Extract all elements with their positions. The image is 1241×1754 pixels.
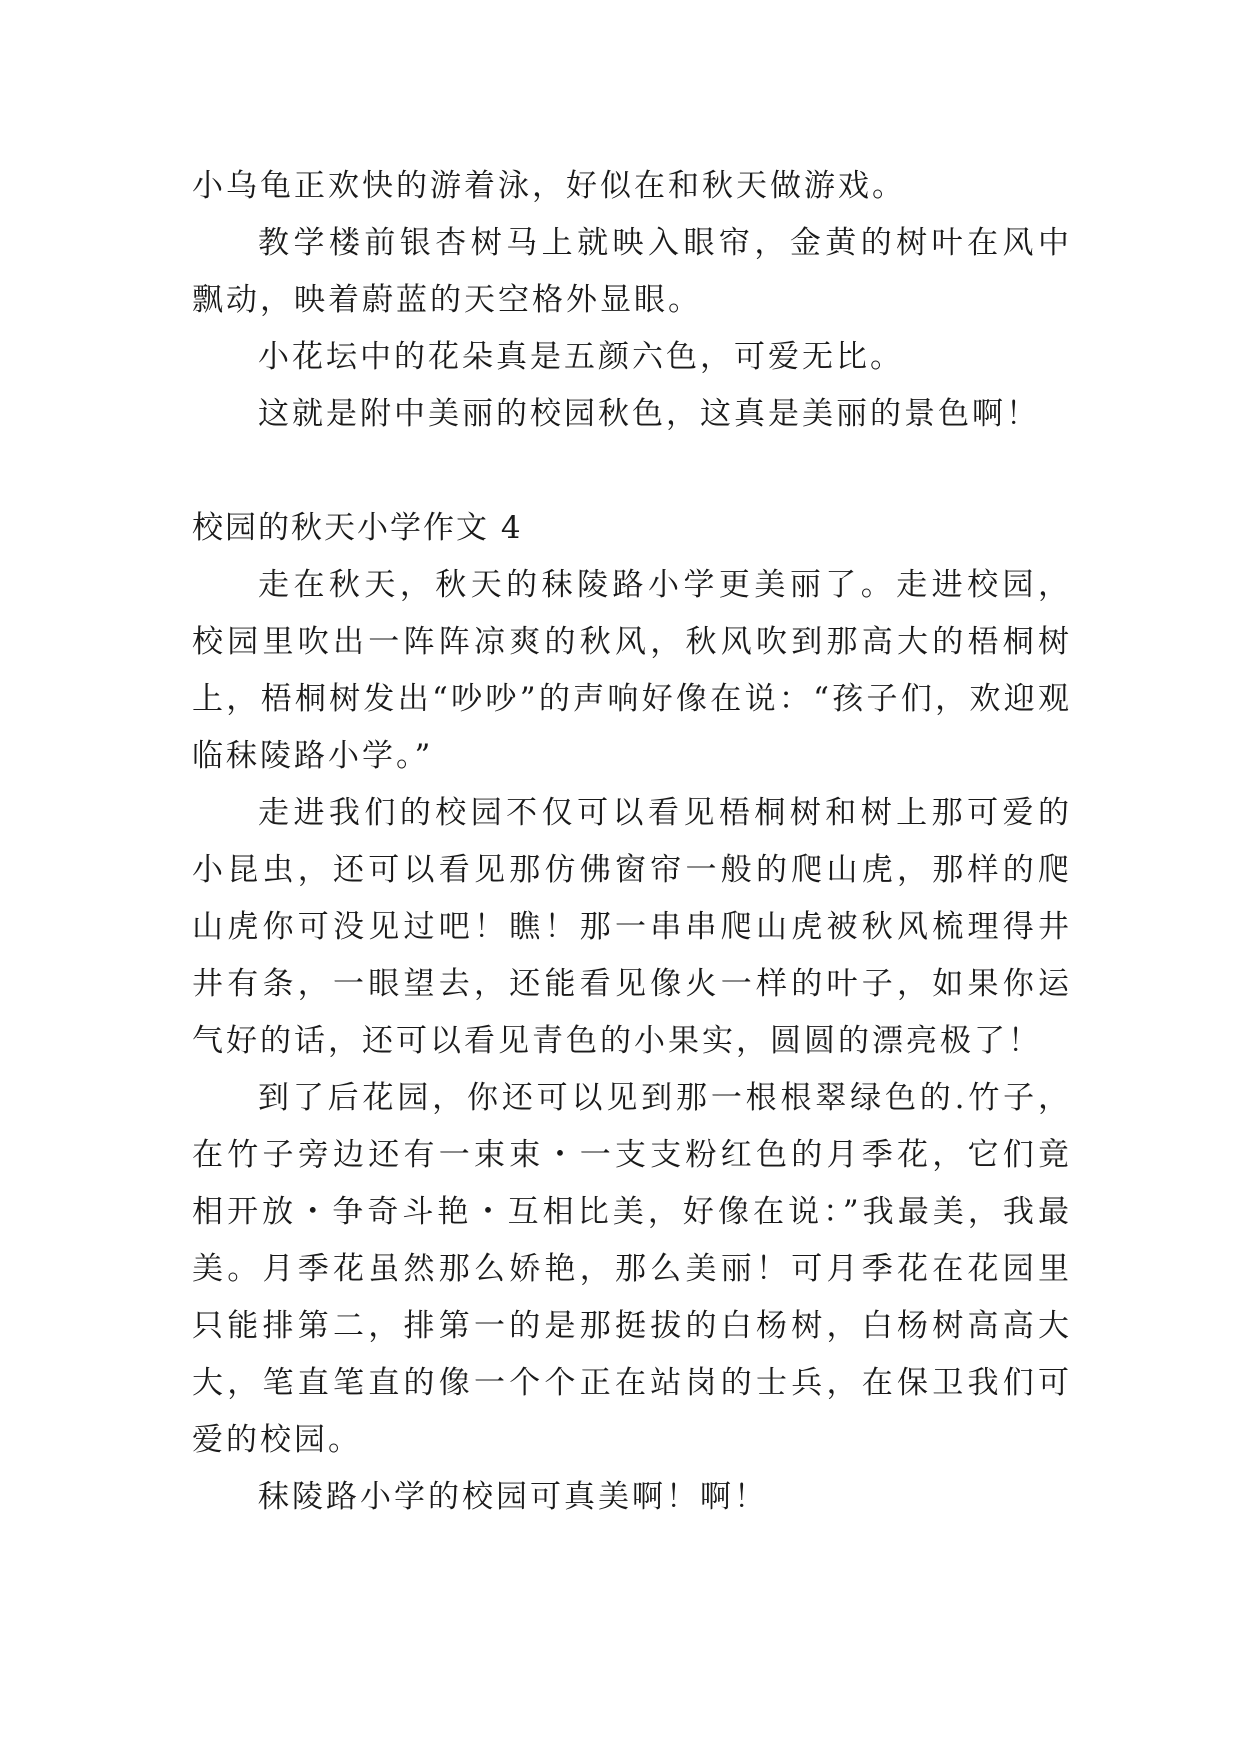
paragraph: 小乌龟正欢快的游着泳，好似在和秋天做游戏。 (192, 168, 906, 204)
paragraph: 这就是附中美丽的校园秋色，这真是美丽的景色啊！ (258, 396, 1040, 432)
paragraph: 小花坛中的花朵真是五颜六色，可爱无比。 (258, 339, 904, 375)
paragraph: 走进我们的校园不仅可以看见梧桐树和树上那可爱的小昆虫，还可以看见那仿佛窗帘一般的爬山虎，那样的爬山虎你可没见过吧！瞧！那一串串爬山虎被秋风梳理得井井有条，一眼望去，还能看见像火一样的叶子，如果你运气好的话，还可以看见青色的小果实，圆圆的漂亮极了！ (192, 795, 1072, 1059)
paragraph: 教学楼前银杏树马上就映入眼帘，金黄的树叶在风中飘动，映着蔚蓝的天空格外显眼。 (192, 225, 1072, 318)
paragraph: 秣陵路小学的校园可真美啊！啊！ (258, 1479, 768, 1515)
section-heading: 校园的秋天小学作文 4 (192, 510, 523, 546)
paragraph: 到了后花园，你还可以见到那一根根翠绿色的.竹子，在竹子旁边还有一束束・一支支粉红色的月季花，它们竟相开放・争奇斗艳・互相比美，好像在说：”我最美，我最美。月季花虽然那么娇艳，那么美丽！可月季花在花园里只能排第二，排第一的是那挺拔的白杨树，白杨树高高大大，笔直笔直的像一个个正在站岗的士兵，在保卫我们可爱的校园。 (192, 1080, 1072, 1458)
document-body (192, 158, 1072, 1526)
paragraph: 走在秋天，秋天的秣陵路小学更美丽了。走进校园，校园里吹出一阵阵凉爽的秋风，秋风吹到那高大的梧桐树上，梧桐树发出“吵吵”的声响好像在说：“孩子们，欢迎观临秣陵路小学。” (192, 567, 1072, 774)
